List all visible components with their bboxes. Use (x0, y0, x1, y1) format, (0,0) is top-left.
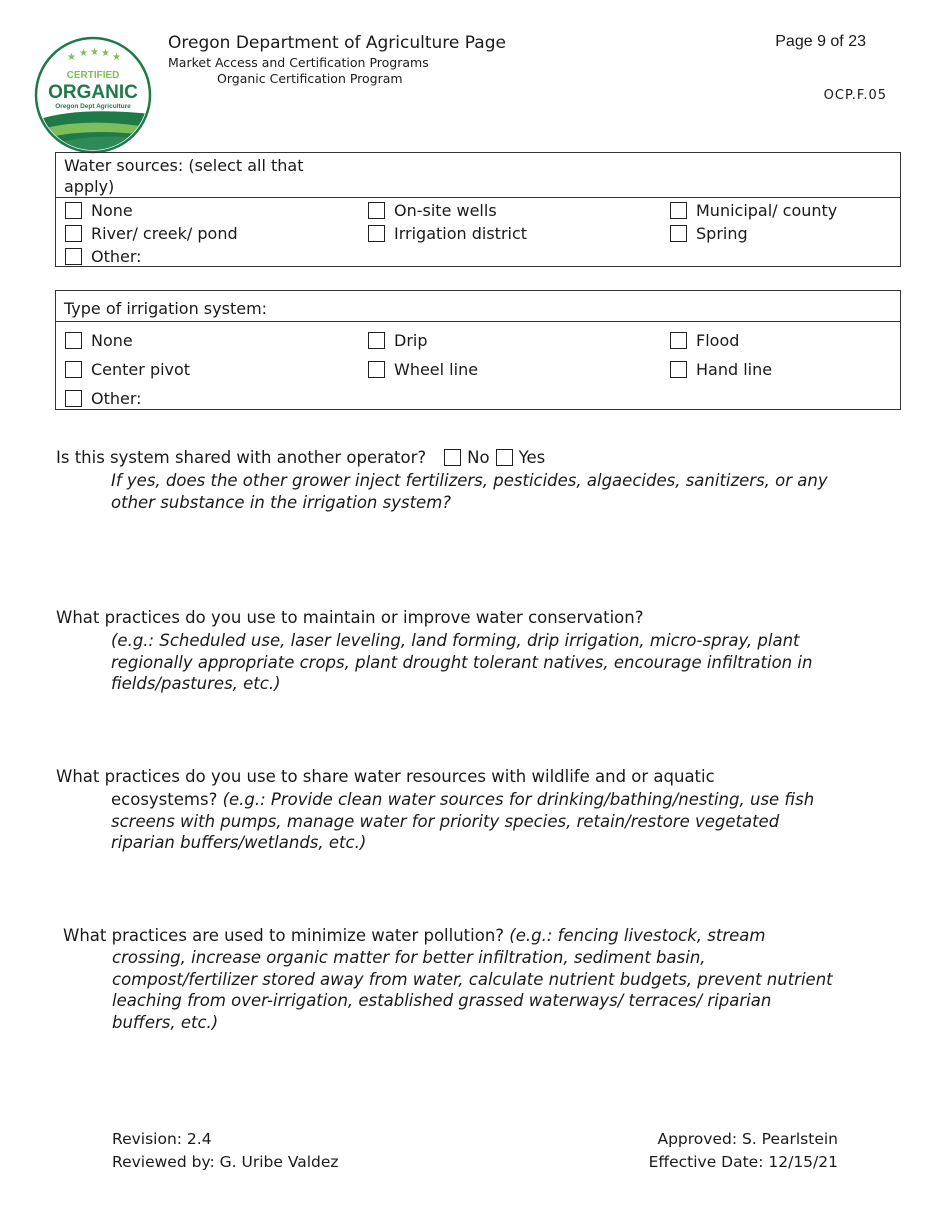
shared-no-label: No (467, 448, 490, 467)
checkbox[interactable] (65, 225, 82, 242)
wildlife-hint: (e.g.: Provide clean water sources for drinking/bathing/nesting, use fish screens with pumps, manage water for priority species, retain/restore vegetated riparian buffers/wetlands, etc.) (111, 790, 815, 852)
checkbox[interactable] (65, 248, 82, 265)
ws-option-spring[interactable] (670, 224, 748, 243)
effective-date: Effective Date: 12/15/21 (648, 1153, 838, 1171)
approved-by: Approved: S. Pearlstein (657, 1130, 838, 1148)
option-label: Drip (394, 331, 428, 350)
irr-option-drip[interactable] (368, 331, 428, 350)
irr-option-none[interactable] (65, 331, 133, 350)
revision: Revision: 2.4 (112, 1130, 212, 1148)
checkbox[interactable] (670, 332, 687, 349)
pollution-question-row (63, 925, 765, 947)
shared-followup: If yes, does the other grower inject fertilizers, pesticides, algaecides, sanitizers, or any other substance in the irrigation system? (111, 471, 828, 512)
logo-top-text: CERTIFIED (66, 70, 120, 81)
option-label: Other: (91, 389, 142, 408)
irrigation-heading: Type of irrigation system: (56, 291, 900, 322)
option-label: Irrigation district (394, 224, 528, 243)
option-label: None (91, 331, 133, 350)
header-program: Organic Certification Program (217, 71, 403, 86)
irr-option-wheel-line[interactable] (368, 360, 478, 379)
svg-text:★: ★ (112, 52, 121, 63)
checkbox[interactable] (368, 202, 385, 219)
option-label: Flood (696, 331, 740, 350)
water-sources-section (55, 152, 901, 267)
shared-question: Is this system shared with another operator? (56, 448, 427, 467)
water-sources-heading: Water sources: (select all that apply) (64, 156, 304, 196)
conservation-hint: (e.g.: Scheduled use, laser leveling, land forming, drip irrigation, micro-spray, plant regionally appropriate crops, plant drought tolerant natives, encourage infiltration in fields/pastures, etc.) (111, 631, 813, 693)
checkbox[interactable] (65, 361, 82, 378)
shared-no-checkbox[interactable] (444, 449, 461, 466)
checkbox[interactable] (368, 225, 385, 242)
option-label: None (91, 201, 133, 220)
checkbox[interactable] (368, 361, 385, 378)
svg-text:★: ★ (90, 47, 99, 58)
checkbox[interactable] (670, 361, 687, 378)
option-label: Hand line (696, 360, 773, 379)
ws-option-wells[interactable] (368, 201, 497, 220)
header-title: Oregon Department of Agriculture Page (168, 33, 506, 53)
conservation-question: What practices do you use to maintain or improve water conservation? (56, 608, 644, 627)
checkbox[interactable] (65, 202, 82, 219)
certified-organic-logo (34, 36, 152, 154)
ws-option-municipal[interactable] (670, 201, 837, 220)
reviewed-by: Reviewed by: G. Uribe Valdez (112, 1153, 339, 1171)
option-label: Spring (696, 224, 748, 243)
irrigation-section (55, 290, 901, 410)
ws-option-river[interactable] (65, 224, 238, 243)
option-label: Wheel line (394, 360, 479, 379)
wildlife-question: What practices do you use to share water resources with wildlife and or aquatic (56, 767, 715, 786)
option-label: On-site wells (394, 201, 497, 220)
shared-question-row (56, 448, 545, 467)
irr-option-flood[interactable] (670, 331, 739, 350)
checkbox[interactable] (670, 225, 687, 242)
ws-option-none[interactable] (65, 201, 133, 220)
pollution-hint: crossing, increase organic matter for better infiltration, sediment basin, compost/fertilizer stored away from water, calculate nutrient budgets, prevent nutrient leaching from over-irrigation, established grassed waterways/ terraces/ riparian buffers, etc.) (112, 948, 833, 1032)
option-label: Other: (91, 247, 142, 266)
irr-option-other[interactable] (65, 389, 142, 408)
checkbox[interactable] (368, 332, 385, 349)
shared-yes-label: Yes (518, 448, 546, 467)
svg-text:★: ★ (67, 52, 76, 63)
checkbox[interactable] (65, 390, 82, 407)
option-label: Municipal/ county (696, 201, 838, 220)
wildlife-body (111, 789, 841, 854)
checkbox[interactable] (670, 202, 687, 219)
svg-text:★: ★ (79, 48, 88, 59)
wildlife-question-cont: ecosystems? (111, 790, 218, 809)
header-subtitle: Market Access and Certification Programs (168, 55, 429, 70)
irr-option-hand-line[interactable] (670, 360, 772, 379)
logo-main-text: ORGANIC (48, 82, 138, 103)
pollution-hint-start: (e.g.: fencing livestock, stream (509, 926, 766, 945)
form-code: OCP.F.05 (823, 88, 887, 103)
checkbox[interactable] (65, 332, 82, 349)
pollution-question: What practices are used to minimize water pollution? (63, 926, 505, 945)
page-number: Page 9 of 23 (775, 33, 866, 50)
ws-option-irrigation-district[interactable] (368, 224, 527, 243)
option-label: Center pivot (91, 360, 191, 379)
irr-option-center-pivot[interactable] (65, 360, 190, 379)
shared-yes-checkbox[interactable] (496, 449, 513, 466)
option-label: River/ creek/ pond (91, 224, 238, 243)
logo-bottom-text: Oregon Dept Agriculture (55, 103, 131, 110)
ws-option-other[interactable] (65, 247, 142, 266)
svg-text:★: ★ (101, 48, 110, 59)
